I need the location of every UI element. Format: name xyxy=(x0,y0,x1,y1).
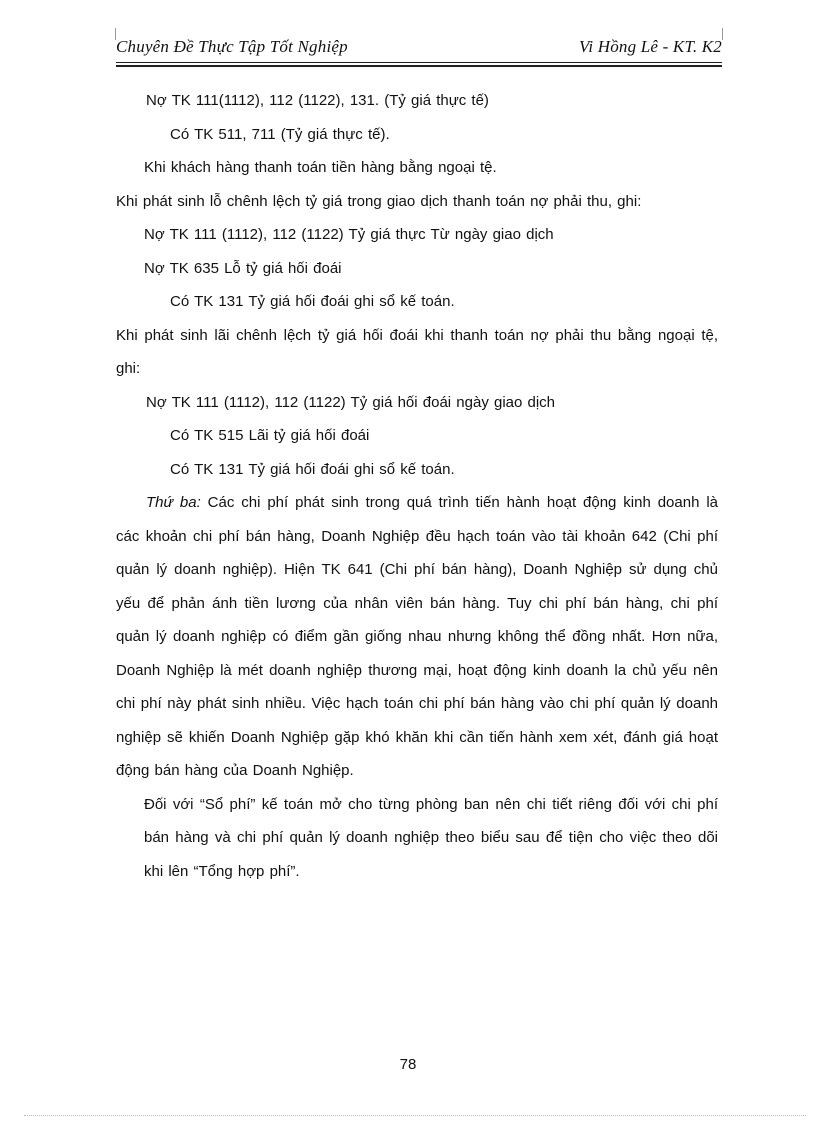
page-header xyxy=(116,37,722,63)
crop-mark-top-left xyxy=(105,28,116,40)
entry-line: Có TK 131 Tỷ giá hối đoái ghi sổ kế toán. xyxy=(170,293,455,310)
paragraph-lead: Thứ ba: xyxy=(146,494,201,511)
entry-line: Có TK 511, 711 (Tỷ giá thực tế). xyxy=(170,125,390,143)
header-left-title: Chuyên Đề Thực Tập Tốt Nghiệp xyxy=(116,37,348,56)
header-rule-thick xyxy=(116,65,722,67)
paragraph: Đối với “Sổ phí” kế toán mở cho từng phòng ban nên chi tiết riêng đối với chi phí bán hàng và chi phí quản lý doanh nghiệp theo biểu sau để tiện cho việc theo dõi khi lên “Tổng hợp phí”. xyxy=(144,795,718,880)
entry-line: Có TK 515 Lãi tỷ giá hối đoái xyxy=(170,427,370,444)
entry-line: Nợ TK 111 (1112), 112 (1122) Tỷ giá hối đoái ngày giao dịch xyxy=(146,393,556,411)
entry-line: Nợ TK 635 Lỗ tỷ giá hối đoái xyxy=(144,259,342,277)
text-line: Khi phát sinh lỗ chênh lệch tỷ giá trong giao dịch thanh toán nợ phải thu, ghi: xyxy=(116,192,642,210)
entry-line: Có TK 131 Tỷ giá hối đoái ghi sổ kế toán. xyxy=(170,460,455,478)
paragraph-text: Các chi phí phát sinh trong quá trình tiến hành hoạt động kinh doanh là các khoản chi phí bán hàng, Doanh Nghiệp đều hạch toán vào tài khoản 642 (Chi phí quản lý doanh nghiệp). Hiện TK 641 (Chi phí bán hàng), Doanh Nghiệp sử dụng chủ yếu để phản ánh tiền lương của nhân viên bán hàng. Tuy chi phí bán hàng, chi phí quản lý doanh nghiệp có điểm gần giống nhau nhưng không thể đồng nhất. Hơn nữa, Doanh Nghiệp là mét doanh nghiệp thương mại, hoạt động kinh doanh la chủ yếu nên chi phí này phát sinh nhiều. Việc hạch toán chi phí bán hàng vào chi phí quản lý doanh nghiệp sẽ khiến Doanh Nghiệp gặp khó khăn khi cần tiến hành xem xét, đánh giá hoạt động bán hàng của Doanh Nghiệp. xyxy=(116,494,719,779)
paragraph: Khi phát sinh lãi chênh lệch tỷ giá hối đoái khi thanh toán nợ phải thu bằng ngoại tệ, ghi: xyxy=(116,326,718,377)
paragraph xyxy=(116,486,718,788)
text-line: Khi khách hàng thanh toán tiền hàng bằng ngoại tệ. xyxy=(144,159,497,176)
entry-line: Nợ TK 111 (1112), 112 (1122) Tỷ giá thực Từ ngày giao dịch xyxy=(144,226,554,243)
entry-line: Nợ TK 111(1112), 112 (1122), 131. (Tỷ giá thực tế) xyxy=(146,92,489,109)
page-number: 78 xyxy=(399,1056,417,1073)
page-bottom-border xyxy=(24,1115,806,1116)
crop-mark-top-right xyxy=(722,28,733,40)
header-rule-thin xyxy=(116,62,722,63)
document-body xyxy=(116,84,718,888)
header-right-title: Vi Hồng Lê - KT. K2 xyxy=(579,37,722,56)
